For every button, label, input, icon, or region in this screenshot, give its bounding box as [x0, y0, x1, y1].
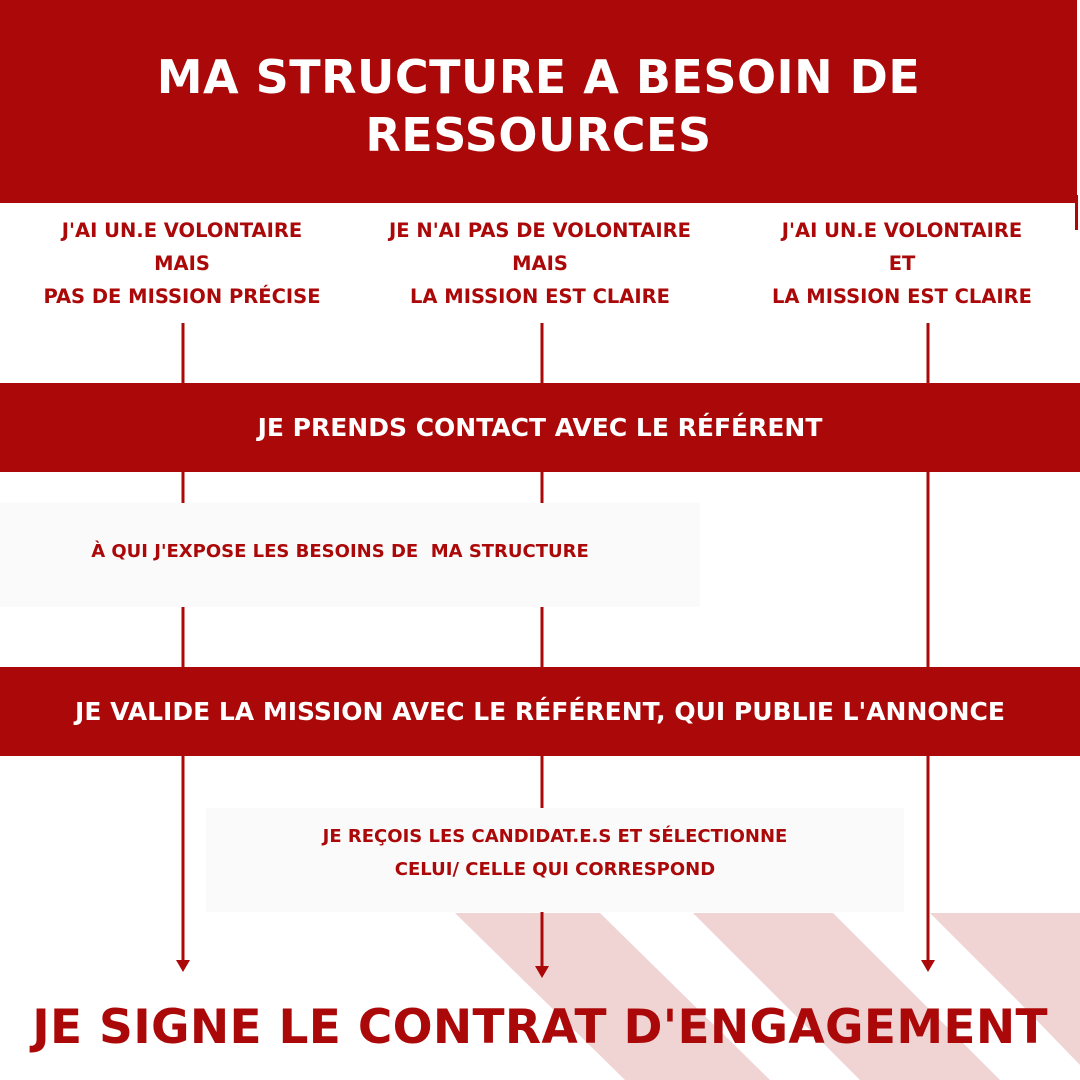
- note-line: JE REÇOIS LES CANDIDAT.E.S ET SÉLECTIONNE: [322, 826, 788, 847]
- option-line: PAS DE MISSION PRÉCISE: [43, 285, 321, 308]
- page-title: MA STRUCTURE A BESOIN DE RESSOURCES: [156, 49, 921, 162]
- note-label: À QUI J'EXPOSE LES BESOINS DE MA STRUCTURE: [91, 540, 589, 562]
- option-line: LA MISSION EST CLAIRE: [410, 285, 670, 308]
- arrow-down-icon: [921, 960, 935, 972]
- option-line: J'AI UN.E VOLONTAIRE: [61, 219, 303, 242]
- option-line: LA MISSION EST CLAIRE: [772, 285, 1032, 308]
- option-line: J'AI UN.E VOLONTAIRE: [781, 219, 1023, 242]
- option-line: ET: [888, 252, 916, 275]
- arrow-down-icon: [535, 966, 549, 978]
- step-label: JE VALIDE LA MISSION AVEC LE RÉFÉRENT, QUI PUBLIE L'ANNONCE: [75, 697, 1005, 726]
- option-line: JE N'AI PAS DE VOLONTAIRE: [389, 219, 691, 242]
- option-line: MAIS: [154, 252, 210, 275]
- arrow-down-icon: [176, 960, 190, 972]
- step-label: JE PRENDS CONTACT AVEC LE RÉFÉRENT: [257, 413, 823, 442]
- final-step-title: JE SIGNE LE CONTRAT D'ENGAGEMENT: [32, 1000, 1048, 1055]
- option-line: MAIS: [512, 252, 568, 275]
- note-line: CELUI/ CELLE QUI CORRESPOND: [394, 859, 716, 880]
